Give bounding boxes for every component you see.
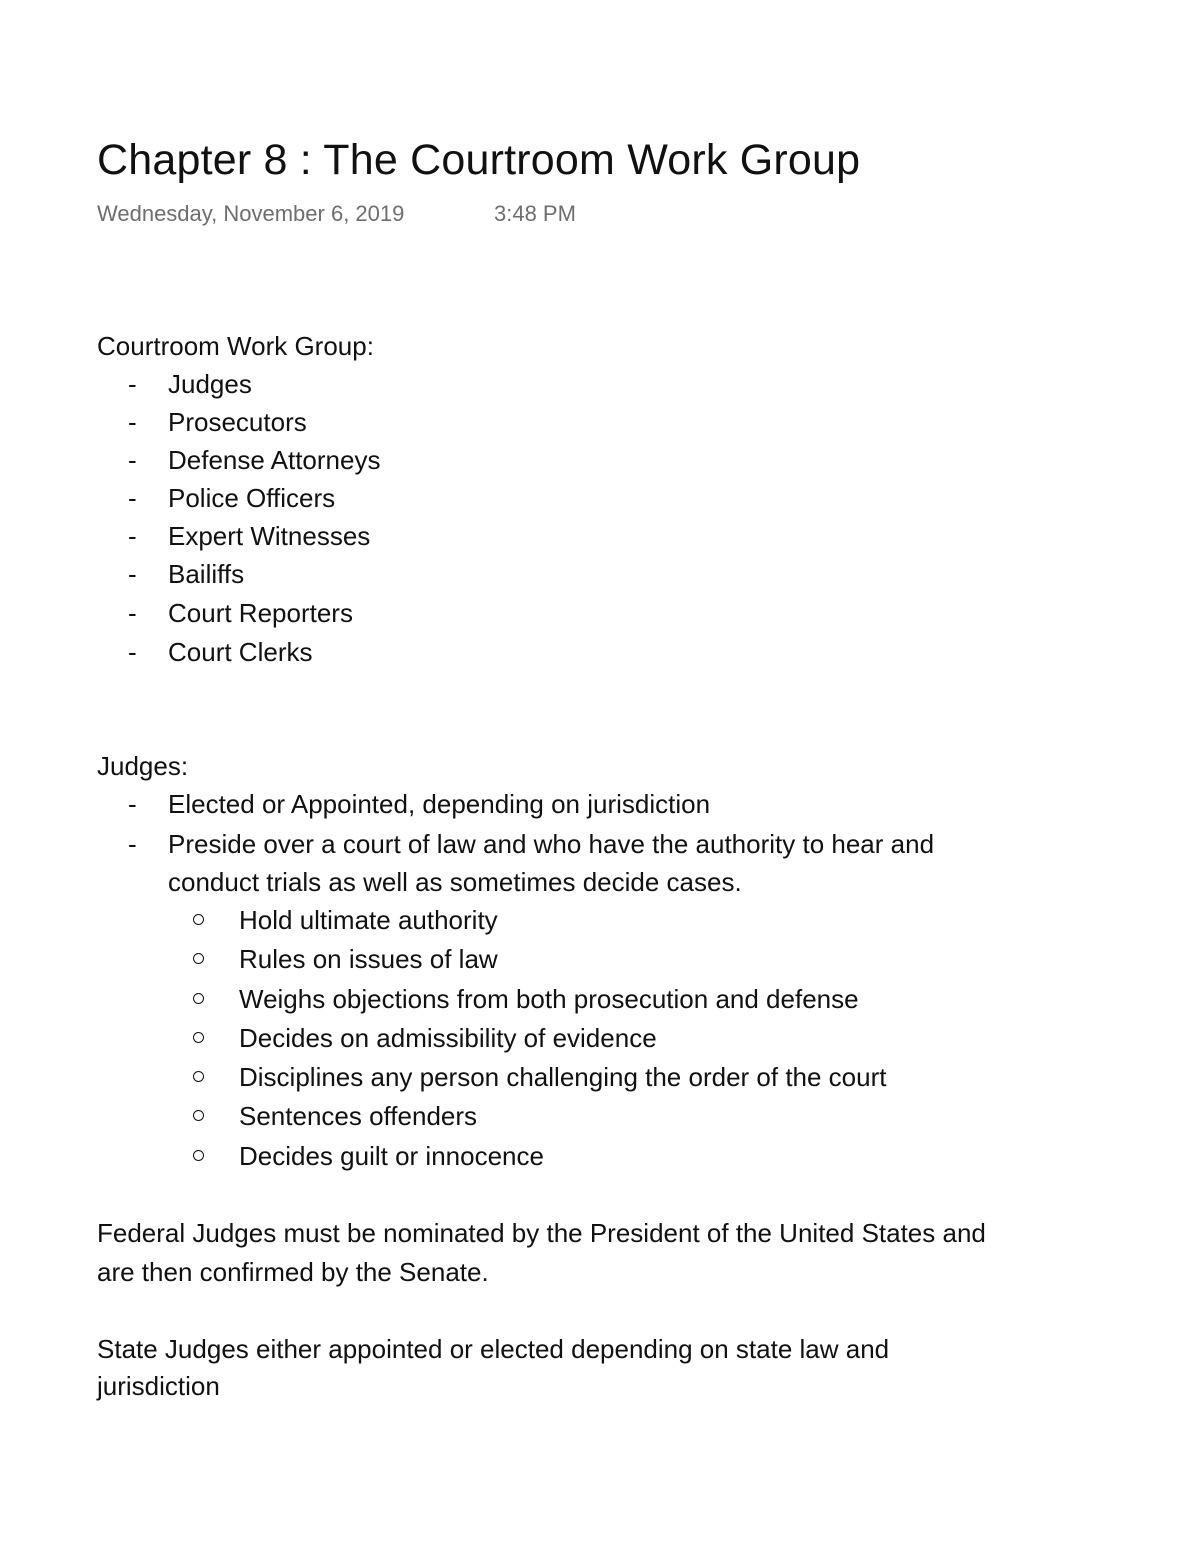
note-time: 3:48 PM (494, 201, 576, 226)
work-group-heading: Courtroom Work Group: (97, 331, 374, 361)
bullet-dash: - (128, 521, 137, 551)
list-item: Judges (168, 369, 252, 399)
list-item: Elected or Appointed, depending on jurisdiction (168, 789, 711, 819)
sub-list-item: Hold ultimate authority (239, 905, 498, 935)
bullet-dash: - (128, 559, 137, 589)
list-item: Police Officers (168, 483, 336, 513)
bullet-dash: - (128, 445, 137, 475)
state-judges-paragraph-line: State Judges either appointed or elected depending on state law and (97, 1334, 890, 1364)
page-title: Chapter 8 : The Courtroom Work Group (97, 136, 861, 184)
list-item: Preside over a court of law and who have the authority to hear and (168, 829, 935, 859)
state-judges-paragraph-line: jurisdiction (97, 1371, 220, 1401)
list-item: Defense Attorneys (168, 445, 381, 475)
sub-list-item: Decides guilt or innocence (239, 1141, 544, 1171)
sub-list-item: Decides on admissibility of evidence (239, 1023, 657, 1053)
bullet-dash: - (128, 483, 137, 513)
circle-bullet-icon (193, 1150, 204, 1161)
bullet-dash: - (128, 407, 137, 437)
note-date: Wednesday, November 6, 2019 (97, 201, 405, 226)
list-item: Prosecutors (168, 407, 307, 437)
list-item: Bailiffs (168, 559, 245, 589)
federal-judges-paragraph-line: are then confirmed by the Senate. (97, 1257, 489, 1287)
list-item: Court Reporters (168, 598, 353, 628)
circle-bullet-icon (193, 1071, 204, 1082)
federal-judges-paragraph-line: Federal Judges must be nominated by the President of the United States and (97, 1218, 986, 1248)
bullet-dash: - (128, 789, 137, 819)
circle-bullet-icon (193, 1032, 204, 1043)
circle-bullet-icon (193, 953, 204, 964)
sub-list-item: Disciplines any person challenging the order of the court (239, 1062, 887, 1092)
bullet-dash: - (128, 829, 137, 859)
sub-list-item: Sentences offenders (239, 1101, 478, 1131)
circle-bullet-icon (193, 993, 204, 1004)
circle-bullet-icon (193, 914, 204, 925)
bullet-dash: - (128, 637, 137, 667)
judges-heading: Judges: (97, 751, 189, 781)
circle-bullet-icon (193, 1110, 204, 1121)
sub-list-item: Weighs objections from both prosecution and defense (239, 984, 859, 1014)
bullet-dash: - (128, 369, 137, 399)
list-item: Expert Witnesses (168, 521, 371, 551)
sub-list-item: Rules on issues of law (239, 944, 498, 974)
list-item-continuation: conduct trials as well as sometimes decide cases. (168, 867, 742, 897)
bullet-dash: - (128, 598, 137, 628)
list-item: Court Clerks (168, 637, 313, 667)
